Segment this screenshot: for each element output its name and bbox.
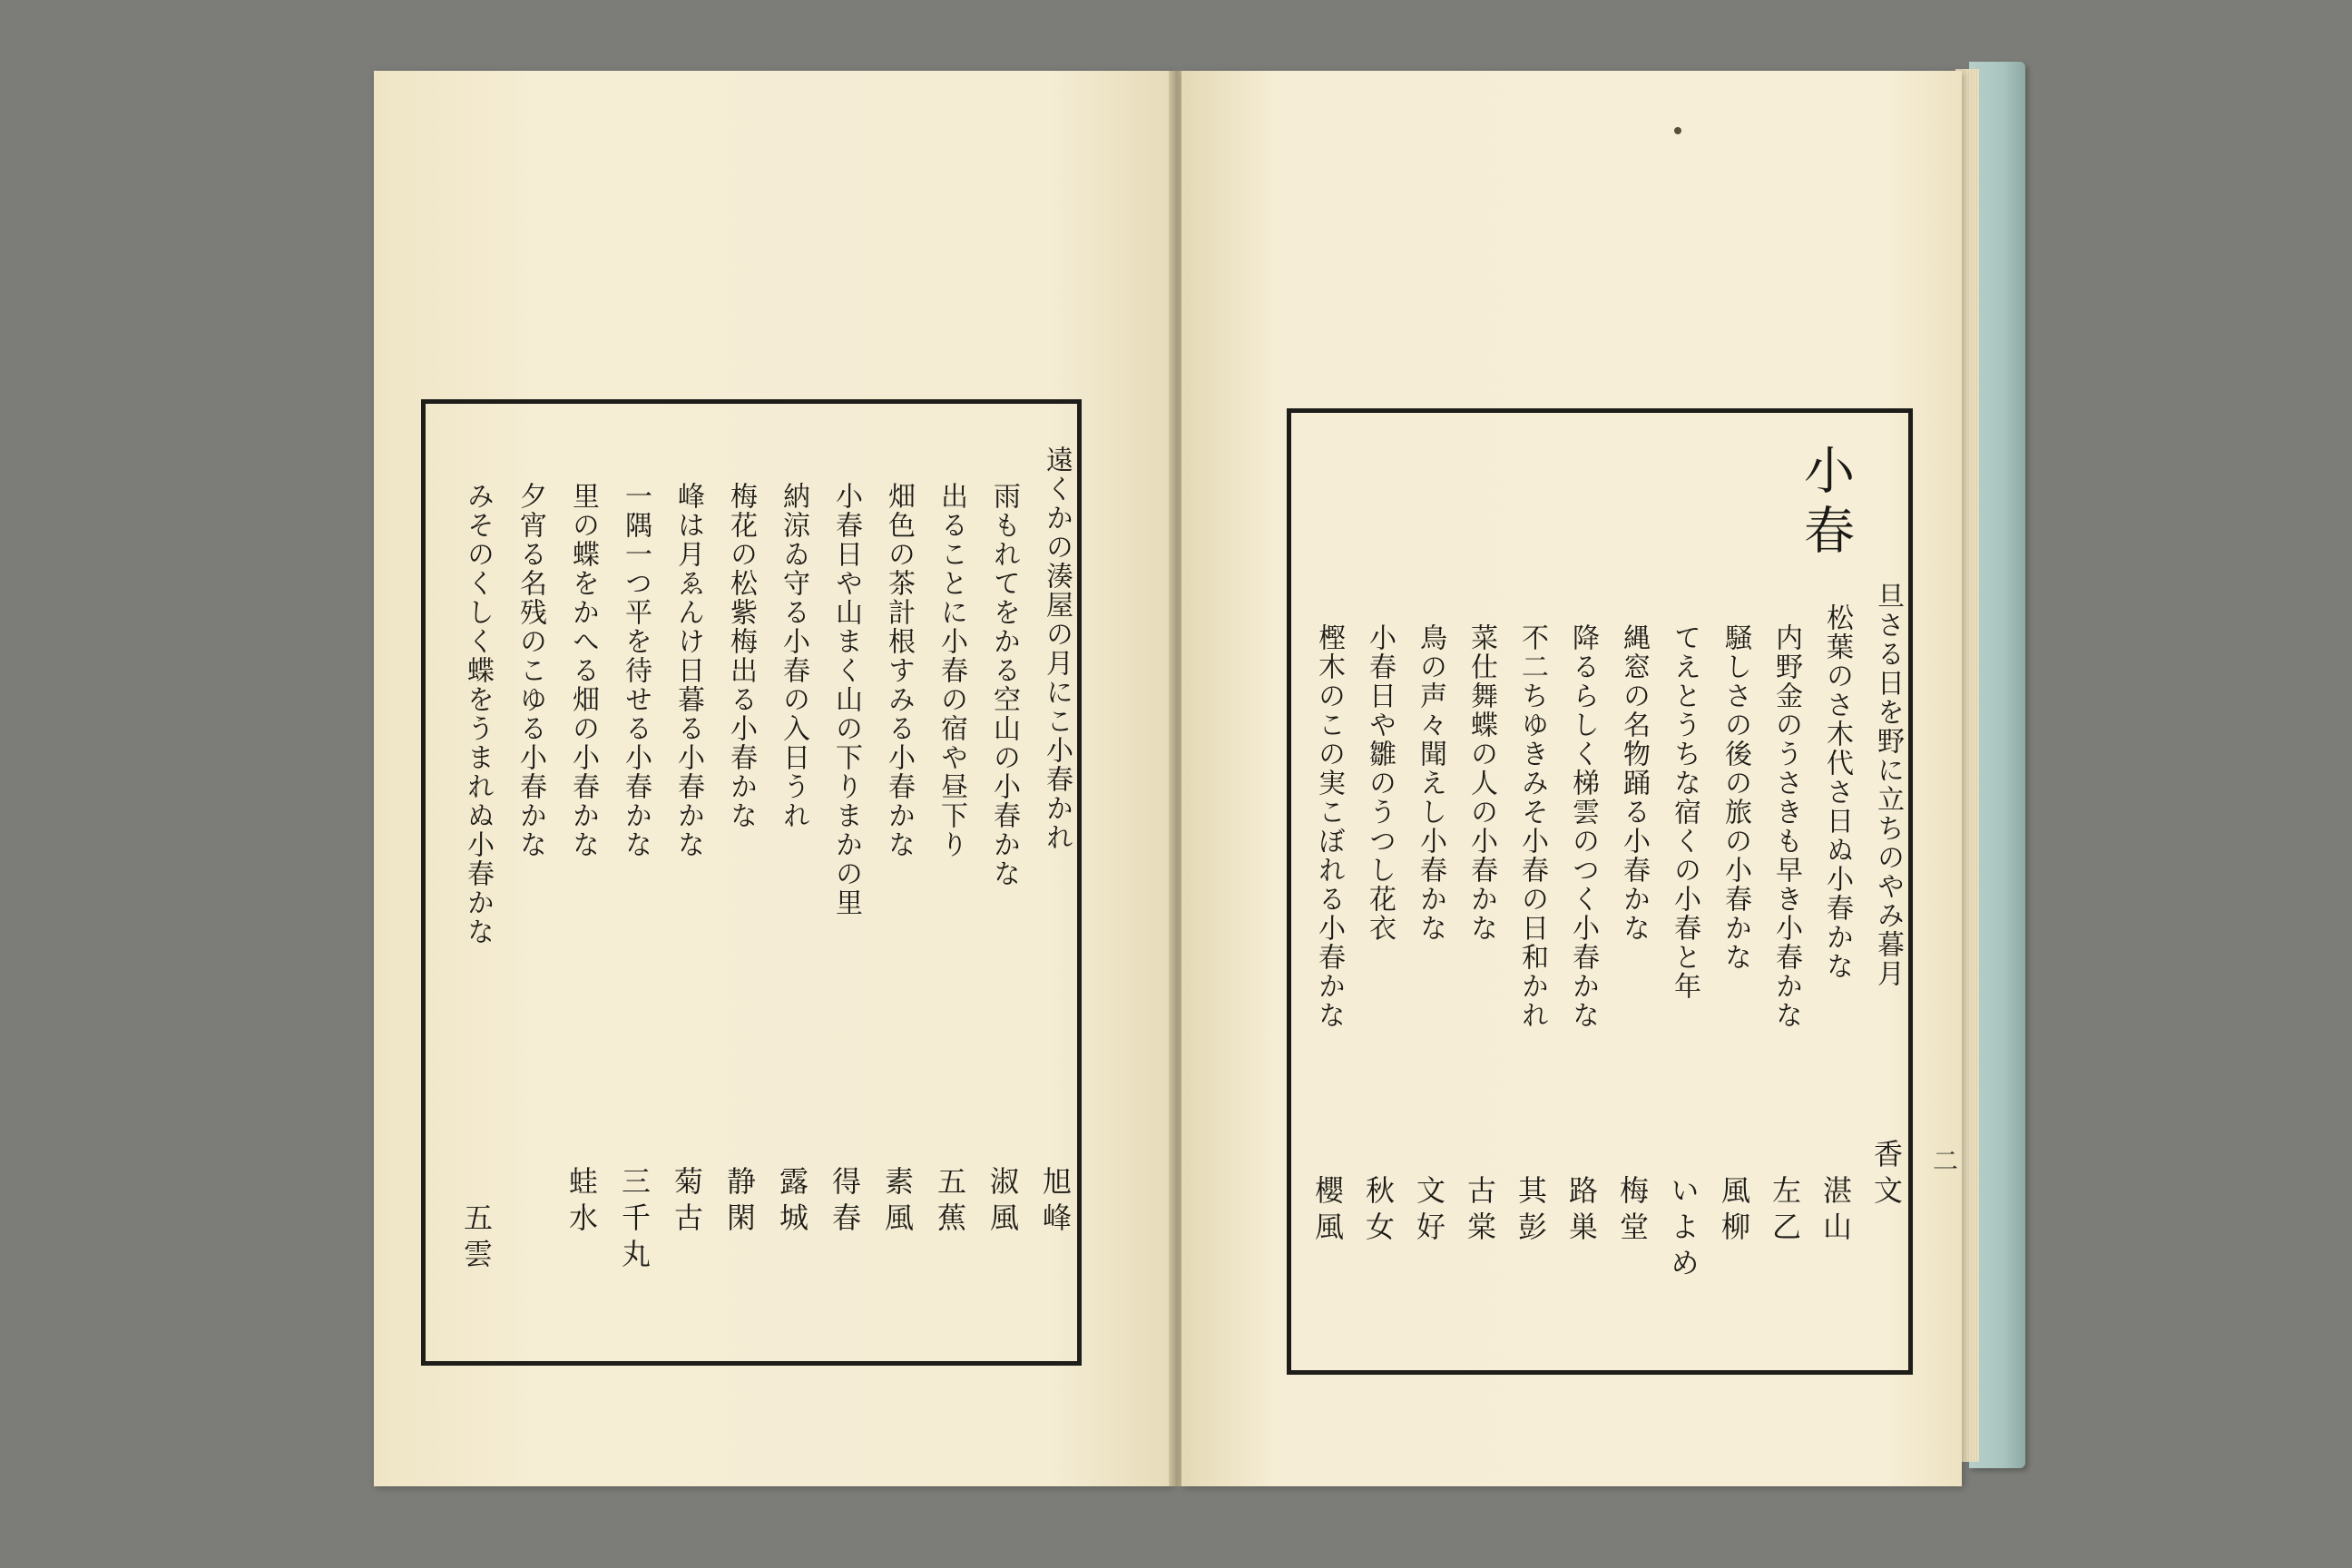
verse-author: 三千丸 <box>617 1166 652 1275</box>
verse-author: 蛙水 <box>564 1166 599 1239</box>
verse-author: 露城 <box>775 1166 809 1239</box>
verse-author: 湛山 <box>1818 1175 1853 1248</box>
verse-text: 夕宵る名残のこゆる小春かな <box>514 482 546 859</box>
verse-author: 古棠 <box>1463 1175 1497 1248</box>
verse-author: 淑風 <box>985 1166 1020 1239</box>
verse-text: 小春日や雛のうつし花衣 <box>1364 623 1396 943</box>
verse-author: 其彭 <box>1514 1175 1548 1248</box>
page-number: 二 <box>1933 1146 1959 1176</box>
verse-author: 菊古 <box>670 1166 704 1239</box>
verse-text: 旦さる日を野に立ちのやみ暮月 <box>1872 582 1904 988</box>
verse-author: 素風 <box>880 1166 915 1239</box>
verse-text: 騒しさの後の旅の小春かな <box>1720 623 1751 972</box>
verse-text: 峰は月ゑんけ日暮る小春かな <box>672 482 704 859</box>
verse-text: みそのくしく蝶をうまれぬ小春かな <box>462 482 494 946</box>
open-book <box>372 62 2024 1504</box>
left-page <box>374 71 1172 1486</box>
verse-author: いよめ <box>1666 1175 1700 1284</box>
verse-author: 秋女 <box>1361 1175 1396 1248</box>
verse-text: 小春日や山まく山の下りまかの里 <box>830 482 862 917</box>
verse-author: 五雲 <box>459 1202 494 1275</box>
verse-author: 得春 <box>828 1166 862 1239</box>
verse-author: 風柳 <box>1717 1175 1751 1248</box>
verse-text: てえとうちな宿くの小春と年 <box>1669 623 1700 1001</box>
verse-text: 樫木のこの実こぼれる小春かな <box>1313 623 1345 1030</box>
verse-author: 文好 <box>1412 1175 1446 1248</box>
verse-text: 降るらしく梯雲のつく小春かな <box>1567 623 1599 1030</box>
verse-text: 納涼ゐ守る小春の入日うれ <box>778 482 809 830</box>
verse-author: 五蕉 <box>933 1166 967 1239</box>
verse-author: 路巣 <box>1564 1175 1599 1248</box>
verse-text: 遠くかの湊屋の月にこ小春かれ <box>1041 446 1073 852</box>
verse-text: 里の蝶をかへる畑の小春かな <box>567 482 599 859</box>
verse-text: 一隅一つ平を待せる小春かな <box>620 482 652 859</box>
verse-author: 左乙 <box>1768 1175 1802 1248</box>
verse-author: 静閑 <box>722 1166 757 1239</box>
verse-text: 鳥の声々聞えし小春かな <box>1415 623 1446 943</box>
right-text-frame <box>1287 408 1913 1375</box>
ink-spot <box>1674 127 1681 134</box>
verse-text: 畑色の茶計根すみる小春かな <box>883 482 915 859</box>
verse-text: 菜仕舞蝶の人の小春かな <box>1465 623 1497 943</box>
right-page <box>1181 71 1962 1486</box>
verse-text: 不二ちゆきみそ小春の日和かれ <box>1516 623 1548 1030</box>
verse-text: 梅花の松紫梅出る小春かな <box>725 482 757 830</box>
verse-author: 梅堂 <box>1615 1175 1650 1248</box>
verse-text: 雨もれてをかる空山の小春かな <box>988 482 1020 888</box>
verse-text: 松葉のさ木代さ日ぬ小春かな <box>1821 603 1853 981</box>
page-title: 小春 <box>1796 444 1855 564</box>
left-text-frame <box>421 399 1082 1366</box>
verse-author: 香文 <box>1869 1139 1904 1211</box>
verse-author: 旭峰 <box>1038 1166 1073 1239</box>
verse-text: 内野金のうさきも早き小春かな <box>1770 623 1802 1030</box>
verse-author: 櫻風 <box>1310 1175 1345 1248</box>
verse-text: 出ることに小春の宿や昼下り <box>936 482 967 859</box>
verse-text: 縄窓の名物踊る小春かな <box>1618 623 1650 943</box>
